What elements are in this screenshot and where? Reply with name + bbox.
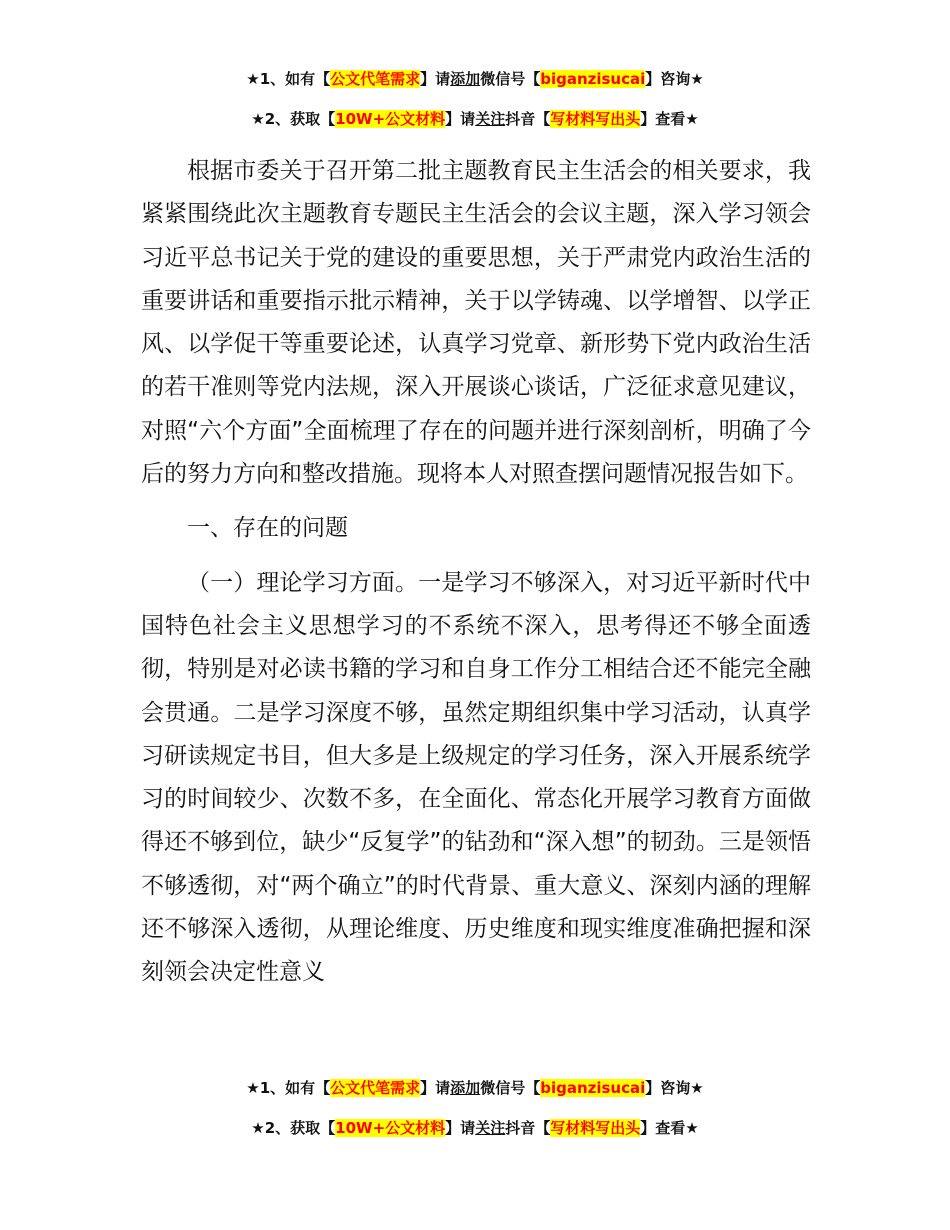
banner-highlight: 公文代笔需求 bbox=[330, 1079, 421, 1097]
banner-text: 2、获取【 bbox=[264, 110, 336, 128]
banner-text: 】查看 bbox=[640, 1119, 686, 1137]
banner-highlight: 10W+公文材料 bbox=[335, 110, 446, 128]
section-paragraph: （一）理论学习方面。一是学习不够深入，对习近平新时代中国特色社会主义思想学习的不系统不深入，思考得还不够全面透彻，特别是对必读书籍的学习和自身工作分工相结合还不能完全融会贯通。二是学习深度不够，虽然定期组织集中学习活动，认真学习研读规定书目，但大多是上级规定的学习任务，深入开展系统学习的时间较少、次数不多，在全面化、常态化开展学习教育方面做得还不够到位，缺少“反复学”的钻劲和“深入想”的韧劲。三是领悟不够透彻，对“两个确立”的时代背景、重大意义、深刻内涵的理解还不够深入透彻，从理论维度、历史维度和现实维度准确把握和深刻领会决定性意义 bbox=[141, 569, 811, 986]
promo-banner-top-2 bbox=[0, 108, 950, 129]
banner-underlined-text: 关注 bbox=[475, 110, 506, 128]
document-body bbox=[141, 150, 811, 995]
banner-text: 抖音【 bbox=[505, 110, 551, 128]
banner-text: 1、如有【 bbox=[259, 1079, 331, 1097]
banner-underlined-text: 添加 bbox=[450, 70, 481, 88]
banner-text: 】请 bbox=[420, 1079, 451, 1097]
star-icon: ★ bbox=[246, 1079, 260, 1097]
banner-highlight: 公文代笔需求 bbox=[330, 70, 421, 88]
banner-highlight: 写材料写出头 bbox=[550, 1119, 641, 1137]
banner-text: 2、获取【 bbox=[264, 1119, 336, 1137]
intro-paragraph: 根据市委关于召开第二批主题教育民主生活会的相关要求，我紧紧围绕此次主题教育专题民主生活会的会议主题，深入学习领会习近平总书记关于党的建设的重要思想，关于严肃党内政治生活的重要讲话和重要指示批示精神，关于以学铸魂、以学增智、以学正风、以学促干等重要论述，认真学习党章、新形势下党内政治生活的若干准则等党内法规，深入开展谈心谈话，广泛征求意见建议，对照“六个方面”全面梳理了存在的问题并进行深刻剖析，明确了今后的努力方向和整改措施。现将本人对照查摆问题情况报告如下。 bbox=[141, 158, 811, 488]
banner-text: 】请 bbox=[445, 1119, 476, 1137]
banner-highlight: 写材料写出头 bbox=[550, 110, 641, 128]
banner-text: 抖音【 bbox=[505, 1119, 551, 1137]
star-icon: ★ bbox=[690, 70, 704, 88]
star-icon: ★ bbox=[685, 110, 699, 128]
banner-text: 微信号【 bbox=[480, 1079, 541, 1097]
banner-highlight: biganzisucai bbox=[540, 1079, 646, 1097]
banner-text: 微信号【 bbox=[480, 70, 541, 88]
banner-text: 】请 bbox=[420, 70, 451, 88]
banner-text: 】咨询 bbox=[645, 1079, 691, 1097]
star-icon: ★ bbox=[685, 1119, 699, 1137]
banner-text: 】请 bbox=[445, 110, 476, 128]
promo-banner-bottom-2 bbox=[0, 1117, 950, 1138]
promo-banner-bottom-1 bbox=[0, 1077, 950, 1098]
star-icon: ★ bbox=[690, 1079, 704, 1097]
star-icon: ★ bbox=[246, 70, 260, 88]
banner-highlight: biganzisucai bbox=[540, 70, 646, 88]
banner-text: 】咨询 bbox=[645, 70, 691, 88]
banner-highlight: 10W+公文材料 bbox=[335, 1119, 446, 1137]
banner-text: 1、如有【 bbox=[259, 70, 331, 88]
star-icon: ★ bbox=[251, 1119, 265, 1137]
section-heading: 一、存在的问题 bbox=[187, 515, 348, 542]
star-icon: ★ bbox=[251, 110, 265, 128]
banner-underlined-text: 关注 bbox=[475, 1119, 506, 1137]
promo-banner-top-1 bbox=[0, 68, 950, 89]
banner-underlined-text: 添加 bbox=[450, 1079, 481, 1097]
banner-text: 】查看 bbox=[640, 110, 686, 128]
